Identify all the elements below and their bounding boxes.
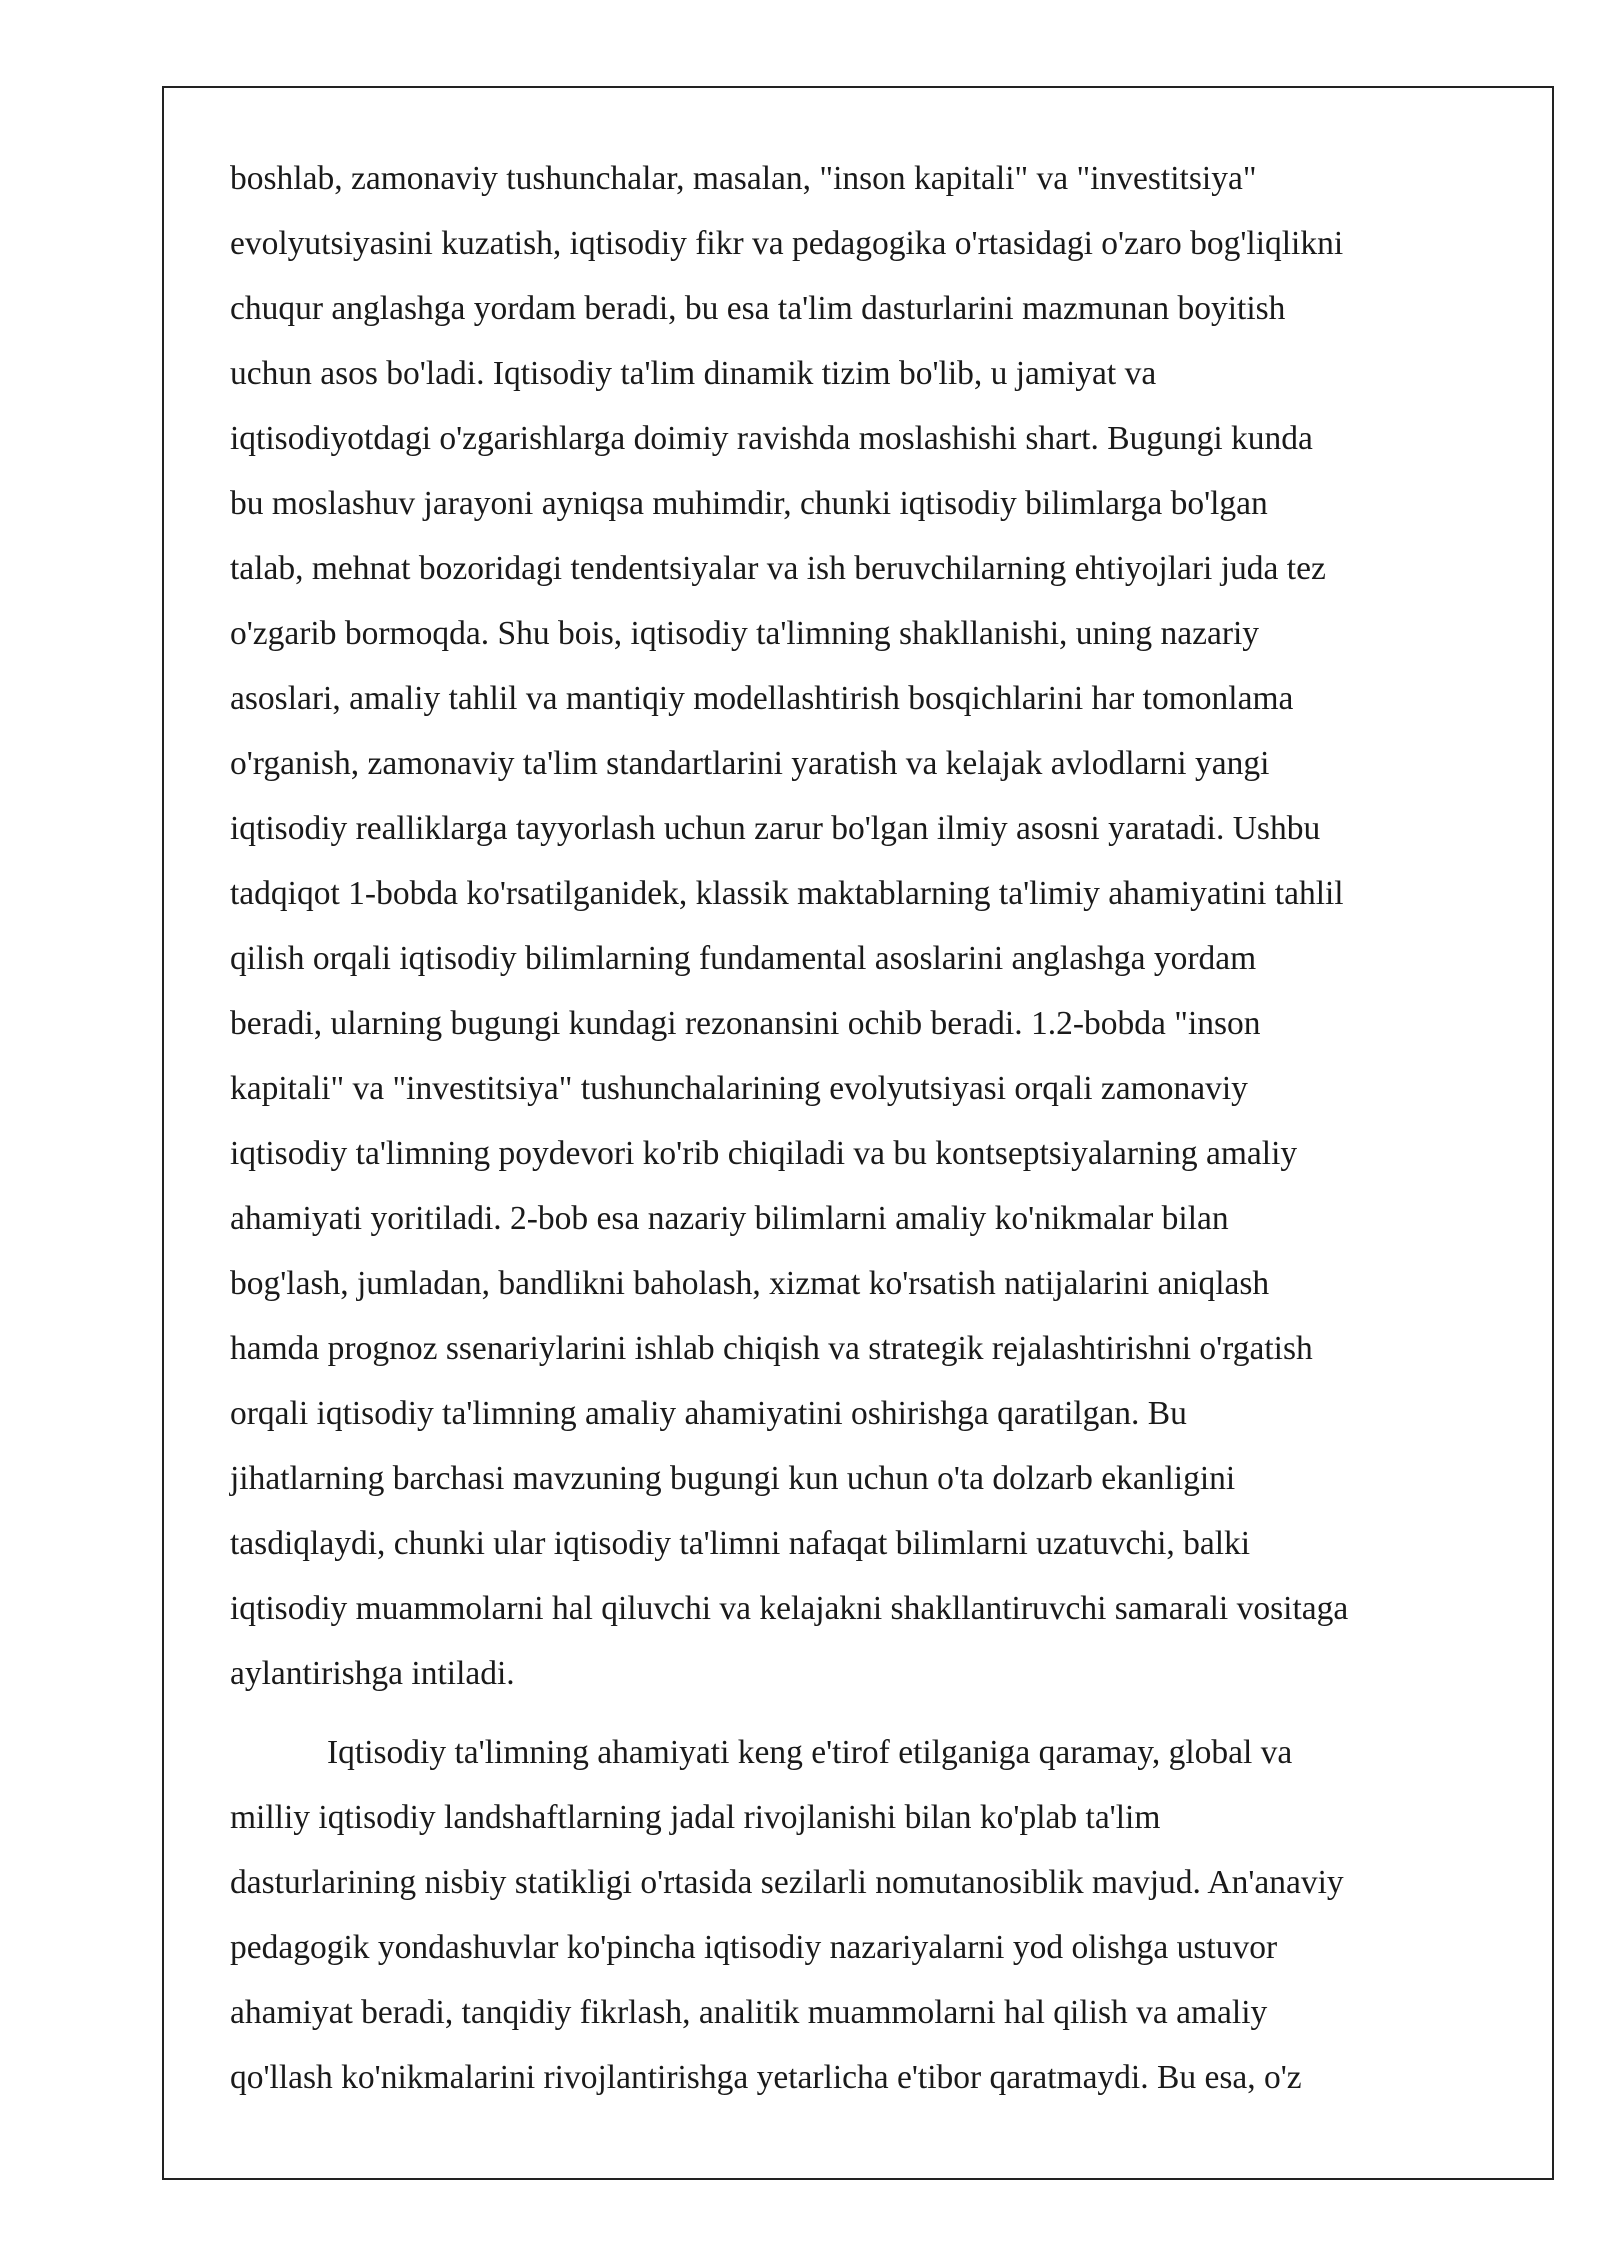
document-body [230,146,1530,2110]
text-line: qo'llash ko'nikmalarini rivojlantirishga yetarlicha e'tibor qaratmaydi. Bu esa, o'z [230,2059,1302,2096]
text-line-indented: Iqtisodiy ta'limning ahamiyati keng e'tirof etilganiga qaramay, global va [327,1734,1293,1771]
text-line: bog'lash, jumladan, bandlikni baholash, xizmat ko'rsatish natijalarini aniqlash [230,1265,1270,1302]
text-line: bu moslashuv jarayoni ayniqsa muhimdir, chunki iqtisodiy bilimlarga bo'lgan [230,485,1268,522]
text-line: o'zgarib bormoqda. Shu bois, iqtisodiy ta'limning shakllanishi, uning nazariy [230,615,1260,652]
text-line: chuqur anglashga yordam beradi, bu esa ta'lim dasturlarini mazmunan boyitish [230,290,1286,327]
text-line: ahamiyat beradi, tanqidiy fikrlash, analitik muammolarni hal qilish va amaliy [230,1994,1268,2031]
paragraph-spacing [230,1706,1530,1720]
text-line: orqali iqtisodiy ta'limning amaliy ahamiyatini oshirishga qaratilgan. Bu [230,1395,1187,1432]
text-line: o'rganish, zamonaviy ta'lim standartlarini yaratish va kelajak avlodlarni yangi [230,745,1270,782]
text-line: iqtisodiy realliklarga tayyorlash uchun zarur bo'lgan ilmiy asosni yaratadi. Ushbu [230,810,1321,847]
text-line: iqtisodiy muammolarni hal qiluvchi va kelajakni shakllantiruvchi samarali vositaga [230,1590,1349,1627]
text-line: asoslari, amaliy tahlil va mantiqiy modellashtirish bosqichlarini har tomonlama [230,680,1294,717]
text-line: aylantirishga intiladi. [230,1655,515,1692]
text-line: talab, mehnat bozoridagi tendentsiyalar va ish beruvchilarning ehtiyojlari juda tez [230,550,1326,587]
text-line: tasdiqlaydi, chunki ular iqtisodiy ta'limni nafaqat bilimlarni uzatuvchi, balki [230,1525,1251,1562]
text-line: qilish orqali iqtisodiy bilimlarning fundamental asoslarini anglashga yordam [230,940,1257,977]
text-line: pedagogik yondashuvlar ko'pincha iqtisodiy nazariyalarni yod olishga ustuvor [230,1929,1278,1966]
text-line: kapitali" va "investitsiya" tushunchalarining evolyutsiyasi orqali zamonaviy [230,1070,1248,1107]
text-line: iqtisodiyotdagi o'zgarishlarga doimiy ravishda moslashishi shart. Bugungi kunda [230,420,1313,457]
text-line: jihatlarning barchasi mavzuning bugungi kun uchun o'ta dolzarb ekanligini [230,1460,1236,1497]
text-line: hamda prognoz ssenariylarini ishlab chiqish va strategik rejalashtirishni o'rgatish [230,1330,1313,1367]
paragraph-1 [230,146,1530,1706]
paragraph-2 [230,1720,1530,2110]
text-line: beradi, ularning bugungi kundagi rezonansini ochib beradi. 1.2-bobda "inson [230,1005,1261,1042]
text-line: boshlab, zamonaviy tushunchalar, masalan, "inson kapitali" va "investitsiya" [230,160,1257,197]
text-line: ahamiyati yoritiladi. 2-bob esa nazariy bilimlarni amaliy ko'nikmalar bilan [230,1200,1229,1237]
text-line: tadqiqot 1-bobda ko'rsatilganidek, klassik maktablarning ta'limiy ahamiyatini tahlil [230,875,1344,912]
text-line: iqtisodiy ta'limning poydevori ko'rib chiqiladi va bu kontseptsiyalarning amaliy [230,1135,1298,1172]
text-line: evolyutsiyasini kuzatish, iqtisodiy fikr va pedagogika o'rtasidagi o'zaro bog'liqlikni [230,225,1344,262]
text-line: uchun asos bo'ladi. Iqtisodiy ta'lim dinamik tizim bo'lib, u jamiyat va [230,355,1157,392]
text-line: milliy iqtisodiy landshaftlarning jadal rivojlanishi bilan ko'plab ta'lim [230,1799,1161,1836]
text-line: dasturlarining nisbiy statikligi o'rtasida sezilarli nomutanosiblik mavjud. An'anaviy [230,1864,1344,1901]
